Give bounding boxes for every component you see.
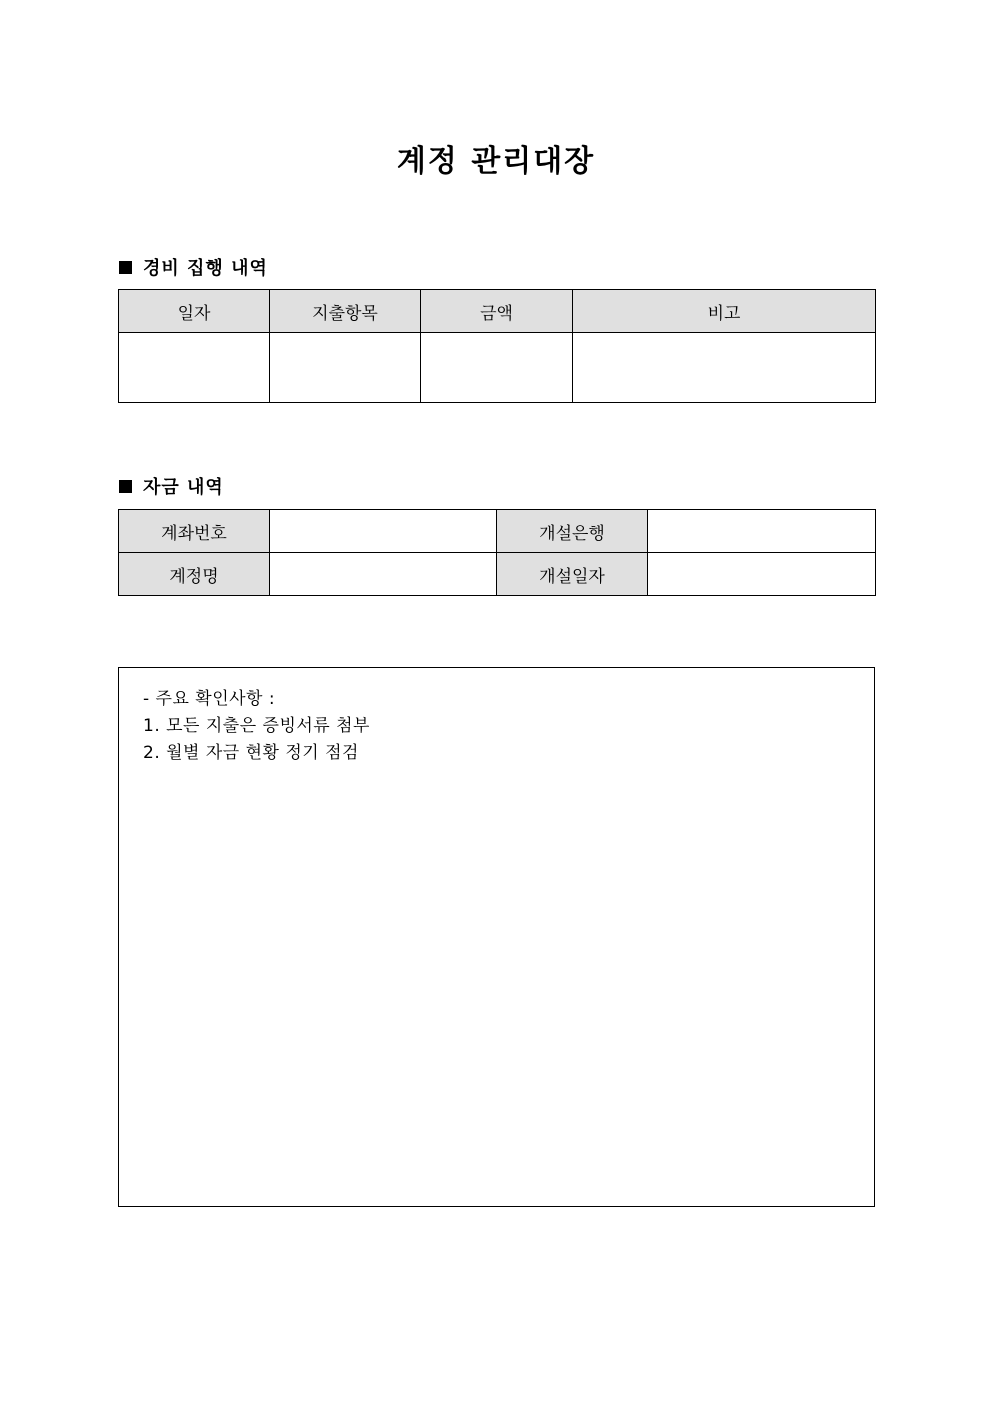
fund-section-title: 자금 내역 bbox=[143, 477, 224, 498]
expense-table bbox=[118, 289, 876, 403]
cell-remarks[interactable] bbox=[573, 333, 876, 403]
table-row bbox=[119, 510, 876, 553]
cell-expense-item[interactable] bbox=[270, 333, 421, 403]
value-account-name[interactable] bbox=[270, 553, 497, 596]
notes-heading: - 주요 확인사항 : bbox=[143, 689, 276, 709]
fund-section-heading bbox=[119, 473, 224, 499]
notes-box[interactable] bbox=[118, 667, 875, 1207]
col-header-date: 일자 bbox=[119, 290, 270, 333]
list-item: 2. 월별 자금 현황 정기 점검 bbox=[143, 743, 359, 763]
cell-date[interactable] bbox=[119, 333, 270, 403]
label-opening-date: 개설일자 bbox=[497, 553, 648, 596]
col-header-amount: 금액 bbox=[421, 290, 573, 333]
value-opening-date[interactable] bbox=[648, 553, 876, 596]
expense-section-title: 경비 집행 내역 bbox=[143, 258, 268, 279]
page-title: 계정 관리대장 bbox=[396, 144, 596, 179]
square-bullet-icon bbox=[119, 480, 132, 493]
expense-section-heading bbox=[119, 254, 268, 280]
col-header-expense-item: 지출항목 bbox=[270, 290, 421, 333]
value-opening-bank[interactable] bbox=[648, 510, 876, 553]
table-row bbox=[119, 553, 876, 596]
label-account-number: 계좌번호 bbox=[119, 510, 270, 553]
expense-table-header-row bbox=[119, 290, 876, 333]
square-bullet-icon bbox=[119, 261, 132, 274]
cell-amount[interactable] bbox=[421, 333, 573, 403]
notes-content bbox=[143, 686, 370, 767]
col-header-remarks: 비고 bbox=[573, 290, 876, 333]
label-account-name: 계정명 bbox=[119, 553, 270, 596]
value-account-number[interactable] bbox=[270, 510, 497, 553]
table-row bbox=[119, 333, 876, 403]
label-opening-bank: 개설은행 bbox=[497, 510, 648, 553]
fund-table bbox=[118, 509, 876, 596]
list-item: 1. 모든 지출은 증빙서류 첨부 bbox=[143, 716, 370, 736]
